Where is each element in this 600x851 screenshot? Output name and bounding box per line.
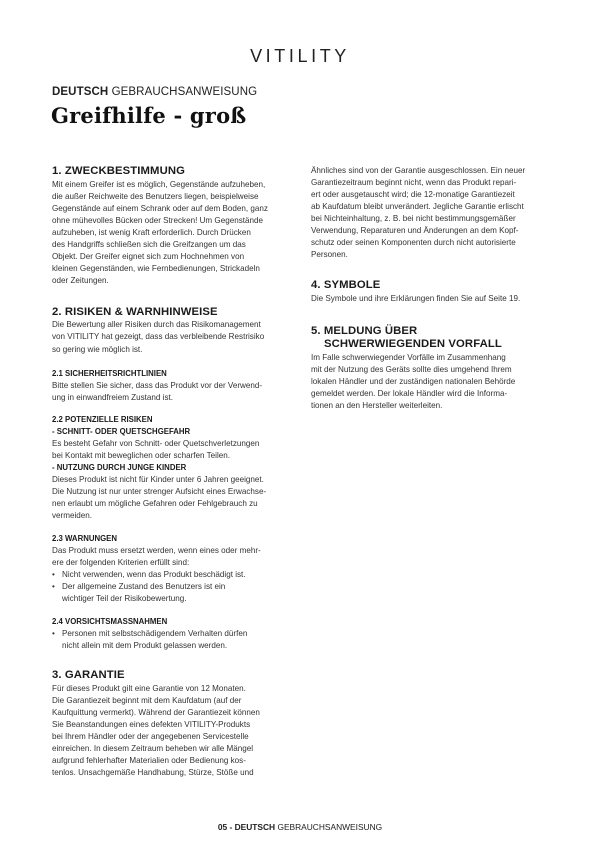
body-line: ab Kaufdatum bleibt unverändert. Jegliche Garantie erlischt <box>311 202 524 212</box>
body-line: Die Bewertung aller Risiken durch das Risikomanagement <box>52 320 261 330</box>
body-line: Garantiezeitraum beginnt nicht, wenn das Produkt repari- <box>311 178 517 188</box>
product-title: Greifhilfe - groß <box>51 103 247 128</box>
body-line: vermeiden. <box>52 510 93 520</box>
section-title-symbole: 4. SYMBOLE <box>311 279 381 292</box>
body-line: von VITILITY hat gezeigt, dass das verbleibende Restrisiko <box>52 332 265 342</box>
body-line: Bitte stellen Sie sicher, dass das Produkt vor der Verwend- <box>52 380 263 390</box>
subsection-title-potenzielle-risiken: 2.2 POTENZIELLE RISIKEN <box>52 414 153 424</box>
document-label <box>52 86 257 98</box>
section-body-zweckbestimmung <box>52 179 292 287</box>
body-line: Die Garantiezeit beginnt mit dem Kaufdatum (auf der <box>52 695 242 705</box>
subsection-body-sicherheitsrichtlinien <box>52 380 292 404</box>
body-line: ere der folgenden Kriterien erfüllt sind: <box>52 557 190 567</box>
section-body-meldung <box>311 352 551 412</box>
risk-heading-schnitt: - SCHNITT- ODER QUETSCHGEFAHR <box>52 426 191 436</box>
section-title-meldung-line2: SCHWERWIEGENDEN VORFALL <box>324 338 502 351</box>
body-line: so gering wie möglich ist. <box>52 344 143 354</box>
right-column <box>311 165 551 412</box>
body-line: ert oder ausgetauscht wird; die 12-monatige Garantiezeit <box>311 190 515 200</box>
body-line: oder Zeitungen. <box>52 275 109 285</box>
section-title-zweckbestimmung: 1. ZWECKBESTIMMUNG <box>52 165 185 177</box>
body-line: gemeldet werden. Der lokale Händler wird die Informa- <box>311 389 508 399</box>
body-line: Dieses Produkt ist nicht für Kinder unter 6 Jahren geeignet. <box>52 474 264 484</box>
risk-heading-kinder: - NUTZUNG DURCH JUNGE KINDER <box>52 462 187 472</box>
body-line: Die Nutzung ist nur unter strenger Aufsicht eines Erwachse- <box>52 486 267 496</box>
section-body-risiken <box>52 319 292 355</box>
subsection-title-warnungen: 2.3 WARNUNGEN <box>52 533 117 543</box>
body-line: Die Symbole und ihre Erklärungen finden Sie auf Seite 19. <box>311 293 521 303</box>
body-line: Im Falle schwerwiegender Vorfälle im Zusammenhang <box>311 352 506 362</box>
body-line: Für dieses Produkt gilt eine Garantie von 12 Monaten. <box>52 683 246 693</box>
page-number: 05 - DEUTSCH <box>217 822 276 832</box>
bullet-icon: • <box>52 570 55 580</box>
body-line: Objekt. Der Greifer eignet sich zum Hochnehmen von <box>52 251 245 261</box>
body-line: Kaufquittung vermerkt). Während der Garantiezeit können <box>52 707 260 717</box>
footer-doc-type: GEBRAUCHSANWEISUNG <box>277 822 383 832</box>
body-line: kleinen Gegenständen, wie Fernbedienungen, Strickadeln <box>52 263 260 273</box>
body-line: ohne mühevolles Bücken oder Strecken! Um Gegenstände <box>52 215 264 225</box>
section-title-meldung: 5. MELDUNG ÜBER <box>311 324 418 337</box>
body-line: schutz oder seinen Komponenten durch nicht autorisierte <box>311 238 516 248</box>
section-title-risiken: 2. RISIKEN & WARNHINWEISE <box>52 305 218 318</box>
subsection-title-sicherheitsrichtlinien: 2.1 SICHERHEITSRICHTLINIEN <box>52 368 167 378</box>
body-line: Ähnliches sind von der Garantie ausgeschlossen. Ein neuer <box>311 166 526 175</box>
body-line: mit der Nutzung des Geräts sollte dies umgehend Ihrem <box>311 364 512 374</box>
body-line: bei Ihrem Händler oder der angegebenen Servicestelle <box>52 731 249 741</box>
body-line: des Handgriffs schließen sich die Greifzangen um das <box>52 239 246 249</box>
bullet-icon: • <box>52 582 55 592</box>
body-line: Es besteht Gefahr von Schnitt- oder Quetschverletzungen <box>52 438 260 448</box>
body-line: tionen an den Hersteller weiterleiten. <box>311 401 443 411</box>
doc-type-label: GEBRAUCHSANWEISUNG <box>111 86 258 98</box>
language-label: DEUTSCH <box>52 86 109 98</box>
body-line: die außer Reichweite des Benutzers liegen, beispielweise <box>52 191 259 201</box>
subsection-title-vorsichtsmassnahmen: 2.4 VORSICHTSMASSNAHMEN <box>52 617 168 627</box>
brand-logo: VITILITY <box>250 46 350 66</box>
body-line: tenlos. Unsachgemäße Handhabung, Stürze, Stöße und <box>52 768 254 778</box>
page-footer <box>0 822 600 832</box>
section-body-garantie-continued <box>311 165 551 261</box>
section-body-garantie <box>52 683 292 779</box>
body-line: einreichen. In diesem Zeitraum beheben wir alle Mängel <box>52 744 254 753</box>
list-item <box>52 628 292 640</box>
body-line: bei Kontakt mit beweglichen oder scharfen Teilen. <box>52 450 231 460</box>
list-item-continuation: wichtiger Teil der Risikobewertung. <box>62 594 187 604</box>
body-line: aufzuheben, ist wenig Kraft erforderlich. Durch Drücken <box>52 227 251 237</box>
left-column <box>52 165 292 779</box>
body-line: ung in einwandfreiem Zustand ist. <box>52 392 174 402</box>
body-line: bei Nichteinhaltung, z. B. bei nicht bestimmungsgemäßer <box>311 214 516 224</box>
body-line: Verwendung, Reparaturen und Änderungen an dem Kopf- <box>311 226 519 236</box>
list-item-text: Der allgemeine Zustand des Benutzers ist ein <box>62 582 226 592</box>
list-item <box>52 581 292 593</box>
list-item <box>52 569 292 581</box>
body-line: Sie Beanstandungen eines defekten VITILITY-Produkts <box>52 719 251 729</box>
list-item-text: Nicht verwenden, wenn das Produkt beschädigt ist. <box>62 570 246 580</box>
body-line: Personen. <box>311 250 348 260</box>
body-line: lokalen Händler und der zuständigen nationalen Behörde <box>311 377 516 387</box>
body-line: Das Produkt muss ersetzt werden, wenn eines oder mehr- <box>52 545 261 555</box>
bullet-icon: • <box>52 629 55 639</box>
list-item-continuation: nicht allein mit dem Produkt gelassen werden. <box>62 641 228 651</box>
body-line: nen erlaubt um mögliche Gefahren oder Fehlgebrauch zu <box>52 498 258 508</box>
body-line: Gegenstände auf einem Schrank oder auf dem Boden, ganz <box>52 203 268 213</box>
list-item-text: Personen mit selbstschädigendem Verhalten dürfen <box>62 629 248 639</box>
body-line: Mit einem Greifer ist es möglich, Gegenstände aufzuheben, <box>52 179 266 189</box>
section-title-garantie: 3. GARANTIE <box>52 669 125 682</box>
body-line: aufgrund fehlerhafter Materialien oder Bedienung kos- <box>52 756 246 766</box>
